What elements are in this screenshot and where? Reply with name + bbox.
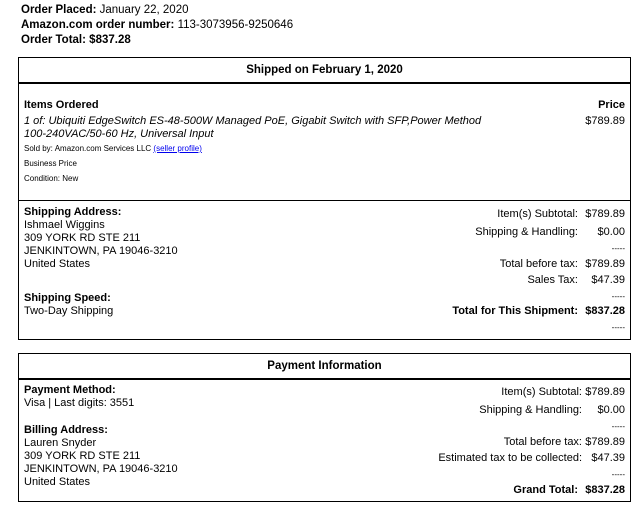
order-number-label: Amazon.com order number: (21, 19, 175, 31)
payment-dash-2: ----- (611, 470, 625, 479)
items-ordered-heading: Items Ordered (24, 99, 99, 111)
order-total-line (21, 33, 293, 48)
shipment-total-value: $837.28 (585, 305, 625, 317)
item-description-line2: 100-240VAC/50-60 Hz, Universal Input (24, 128, 214, 140)
shipment-total-label: Total for This Shipment: (452, 305, 578, 317)
sold-by (24, 144, 202, 153)
shipping-address-country: United States (24, 258, 91, 270)
payment-subtotal-value: $789.89 (585, 386, 625, 398)
billing-street: 309 YORK RD STE 211 (24, 450, 141, 462)
order-placed-value: January 22, 2020 (99, 4, 189, 16)
shipping-address-name: Ishmael Wiggins (24, 219, 105, 231)
item-description-line1: 1 of: Ubiquiti EdgeSwitch ES-48-500W Managed PoE, Gigabit Switch with SFP,Power Method (24, 115, 482, 127)
payment-details-section (19, 380, 630, 502)
order-total-label: Order Total: (21, 34, 86, 46)
business-price: Business Price (24, 159, 77, 168)
items-section (19, 84, 630, 199)
payment-subtotal-label: Item(s) Subtotal: (501, 386, 582, 398)
shipment-handling-value: $0.00 (597, 226, 625, 238)
billing-address-heading: Billing Address: (24, 424, 108, 436)
order-number-line (21, 18, 293, 33)
shipping-details-section (19, 199, 630, 339)
shipping-address-heading: Shipping Address: (24, 206, 122, 218)
payment-before-tax-value: $789.89 (585, 436, 625, 448)
shipment-handling-label: Shipping & Handling: (475, 226, 578, 238)
payment-method-value: Visa | Last digits: 3551 (24, 397, 135, 409)
payment-handling-label: Shipping & Handling: (479, 404, 582, 416)
order-total-value: $837.28 (89, 34, 131, 46)
seller-profile-link[interactable]: (seller profile) (153, 144, 202, 153)
shipment-dash-2: ----- (611, 292, 625, 301)
payment-before-tax-label: Total before tax: (503, 436, 582, 448)
shipment-before-tax-label: Total before tax: (499, 258, 578, 270)
payment-handling-value: $0.00 (597, 404, 625, 416)
shipment-dash-3: ----- (611, 323, 625, 332)
shipping-address-street: 309 YORK RD STE 211 (24, 232, 141, 244)
billing-country: United States (24, 476, 91, 488)
shipment-title: Shipped on February 1, 2020 (19, 58, 630, 84)
billing-city: JENKINTOWN, PA 19046-3210 (24, 463, 178, 475)
shipping-speed-heading: Shipping Speed: (24, 292, 111, 304)
payment-title: Payment Information (19, 354, 630, 380)
payment-method-heading: Payment Method: (24, 384, 116, 396)
shipping-address-city: JENKINTOWN, PA 19046-3210 (24, 245, 178, 257)
order-number-value: 113-3073956-9250646 (177, 19, 294, 31)
shipment-subtotal-label: Item(s) Subtotal: (497, 208, 578, 220)
payment-dash-1: ----- (611, 422, 625, 431)
grand-total-label: Grand Total: (513, 484, 578, 496)
order-header (21, 3, 293, 48)
shipment-sales-tax-value: $47.39 (591, 274, 625, 286)
price-heading: Price (598, 99, 625, 111)
shipment-sales-tax-label: Sales Tax: (527, 274, 578, 286)
grand-total-value: $837.28 (585, 484, 625, 496)
shipment-dash-1: ----- (611, 244, 625, 253)
order-placed-line (21, 3, 293, 18)
order-placed-label: Order Placed: (21, 4, 97, 16)
sold-by-text: Sold by: Amazon.com Services LLC (24, 144, 152, 153)
shipment-box (18, 57, 631, 340)
payment-box (18, 353, 631, 502)
payment-est-tax-label: Estimated tax to be collected: (438, 452, 582, 464)
shipment-before-tax-value: $789.89 (585, 258, 625, 270)
item-price: $789.89 (585, 115, 625, 127)
item-condition: Condition: New (24, 174, 79, 183)
billing-name: Lauren Snyder (24, 437, 97, 449)
shipping-speed-value: Two-Day Shipping (24, 305, 114, 317)
payment-est-tax-value: $47.39 (591, 452, 625, 464)
shipment-subtotal-value: $789.89 (585, 208, 625, 220)
